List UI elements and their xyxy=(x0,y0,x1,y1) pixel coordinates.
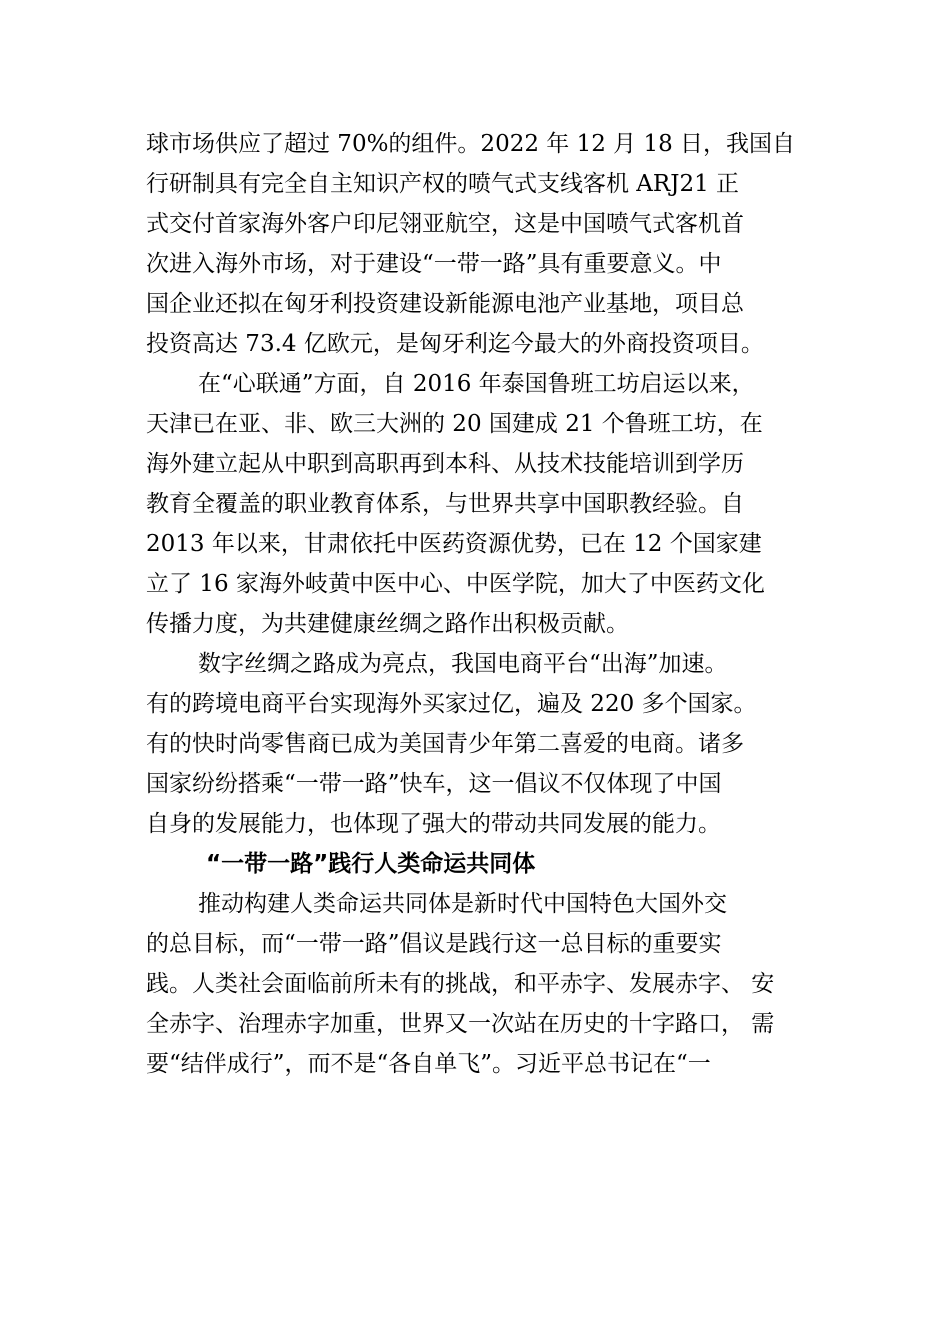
paragraph-line: 国家纷纷搭乘“一带一路”快车，这一倡议不仅体现了中国 xyxy=(146,771,722,797)
paragraph-line: 立了 16 家海外岐黄中医中心、中医学院，加大了中医药文化 xyxy=(146,571,765,597)
paragraph-line: 推动构建人类命运共同体是新时代中国特色大国外交 xyxy=(198,891,727,917)
paragraph-line: 的总目标，而“一带一路”倡议是践行这一总目标的重要实 xyxy=(146,931,722,957)
paragraph-line: 践。人类社会面临前所未有的挑战，和平赤字、发展赤字、 安 xyxy=(146,971,775,997)
paragraph-line: 要“结伴成行”，而不是“各自单飞”。习近平总书记在“一 xyxy=(146,1051,711,1077)
paragraph-line: 有的快时尚零售商已成为美国青少年第二喜爱的电商。诸多 xyxy=(146,731,744,757)
paragraph-line: 有的跨境电商平台实现海外买家过亿，遍及 220 多个国家。 xyxy=(146,691,757,717)
paragraph-line: 式交付首家海外客户印尼翎亚航空，这是中国喷气式客机首 xyxy=(146,211,744,237)
paragraph-line: 投资高达 73.4 亿欧元，是匈牙利迄今最大的外商投资项目。 xyxy=(146,331,764,357)
paragraph-line: 教育全覆盖的职业教育体系，与世界共享中国职教经验。自 xyxy=(146,491,744,517)
paragraph xyxy=(146,644,826,844)
section-heading: “一带一路”践行人类命运共同体 xyxy=(206,851,536,877)
paragraph-line: 2013 年以来，甘肃依托中医药资源优势，已在 12 个国家建 xyxy=(146,531,762,557)
paragraph-line: 海外建立起从中职到高职再到本科、从技术技能培训到学历 xyxy=(146,451,744,477)
paragraph-line: 自身的发展能力，也体现了强大的带动共同发展的能力。 xyxy=(146,811,721,837)
paragraph-line: 国企业还拟在匈牙利投资建设新能源电池产业基地，项目总 xyxy=(146,291,744,317)
paragraph-line: 数字丝绸之路成为亮点，我国电商平台“出海”加速。 xyxy=(198,651,728,677)
paragraph xyxy=(146,364,826,644)
paragraph-line: 次进入海外市场，对于建设“一带一路”具有重要意义。中 xyxy=(146,251,722,277)
paragraph-line: 全赤字、治理赤字加重，世界又一次站在历史的十字路口， 需 xyxy=(146,1011,775,1037)
paragraph-line: 在“心联通”方面，自 2016 年泰国鲁班工坊启运以来， xyxy=(198,371,755,397)
paragraph-line: 传播力度，为共建健康丝绸之路作出积极贡献。 xyxy=(146,611,629,637)
paragraph-line: 球市场供应了超过 70%的组件。2022 年 12 月 18 日，我国自 xyxy=(146,131,796,157)
paragraph-line: 行研制具有完全自主知识产权的喷气式支线客机 ARJ21 正 xyxy=(146,171,740,197)
paragraph xyxy=(146,884,826,1084)
paragraph xyxy=(146,124,826,364)
document-body xyxy=(146,124,826,1084)
paragraph-line: 天津已在亚、非、欧三大洲的 20 国建成 21 个鲁班工坊，在 xyxy=(146,411,763,437)
